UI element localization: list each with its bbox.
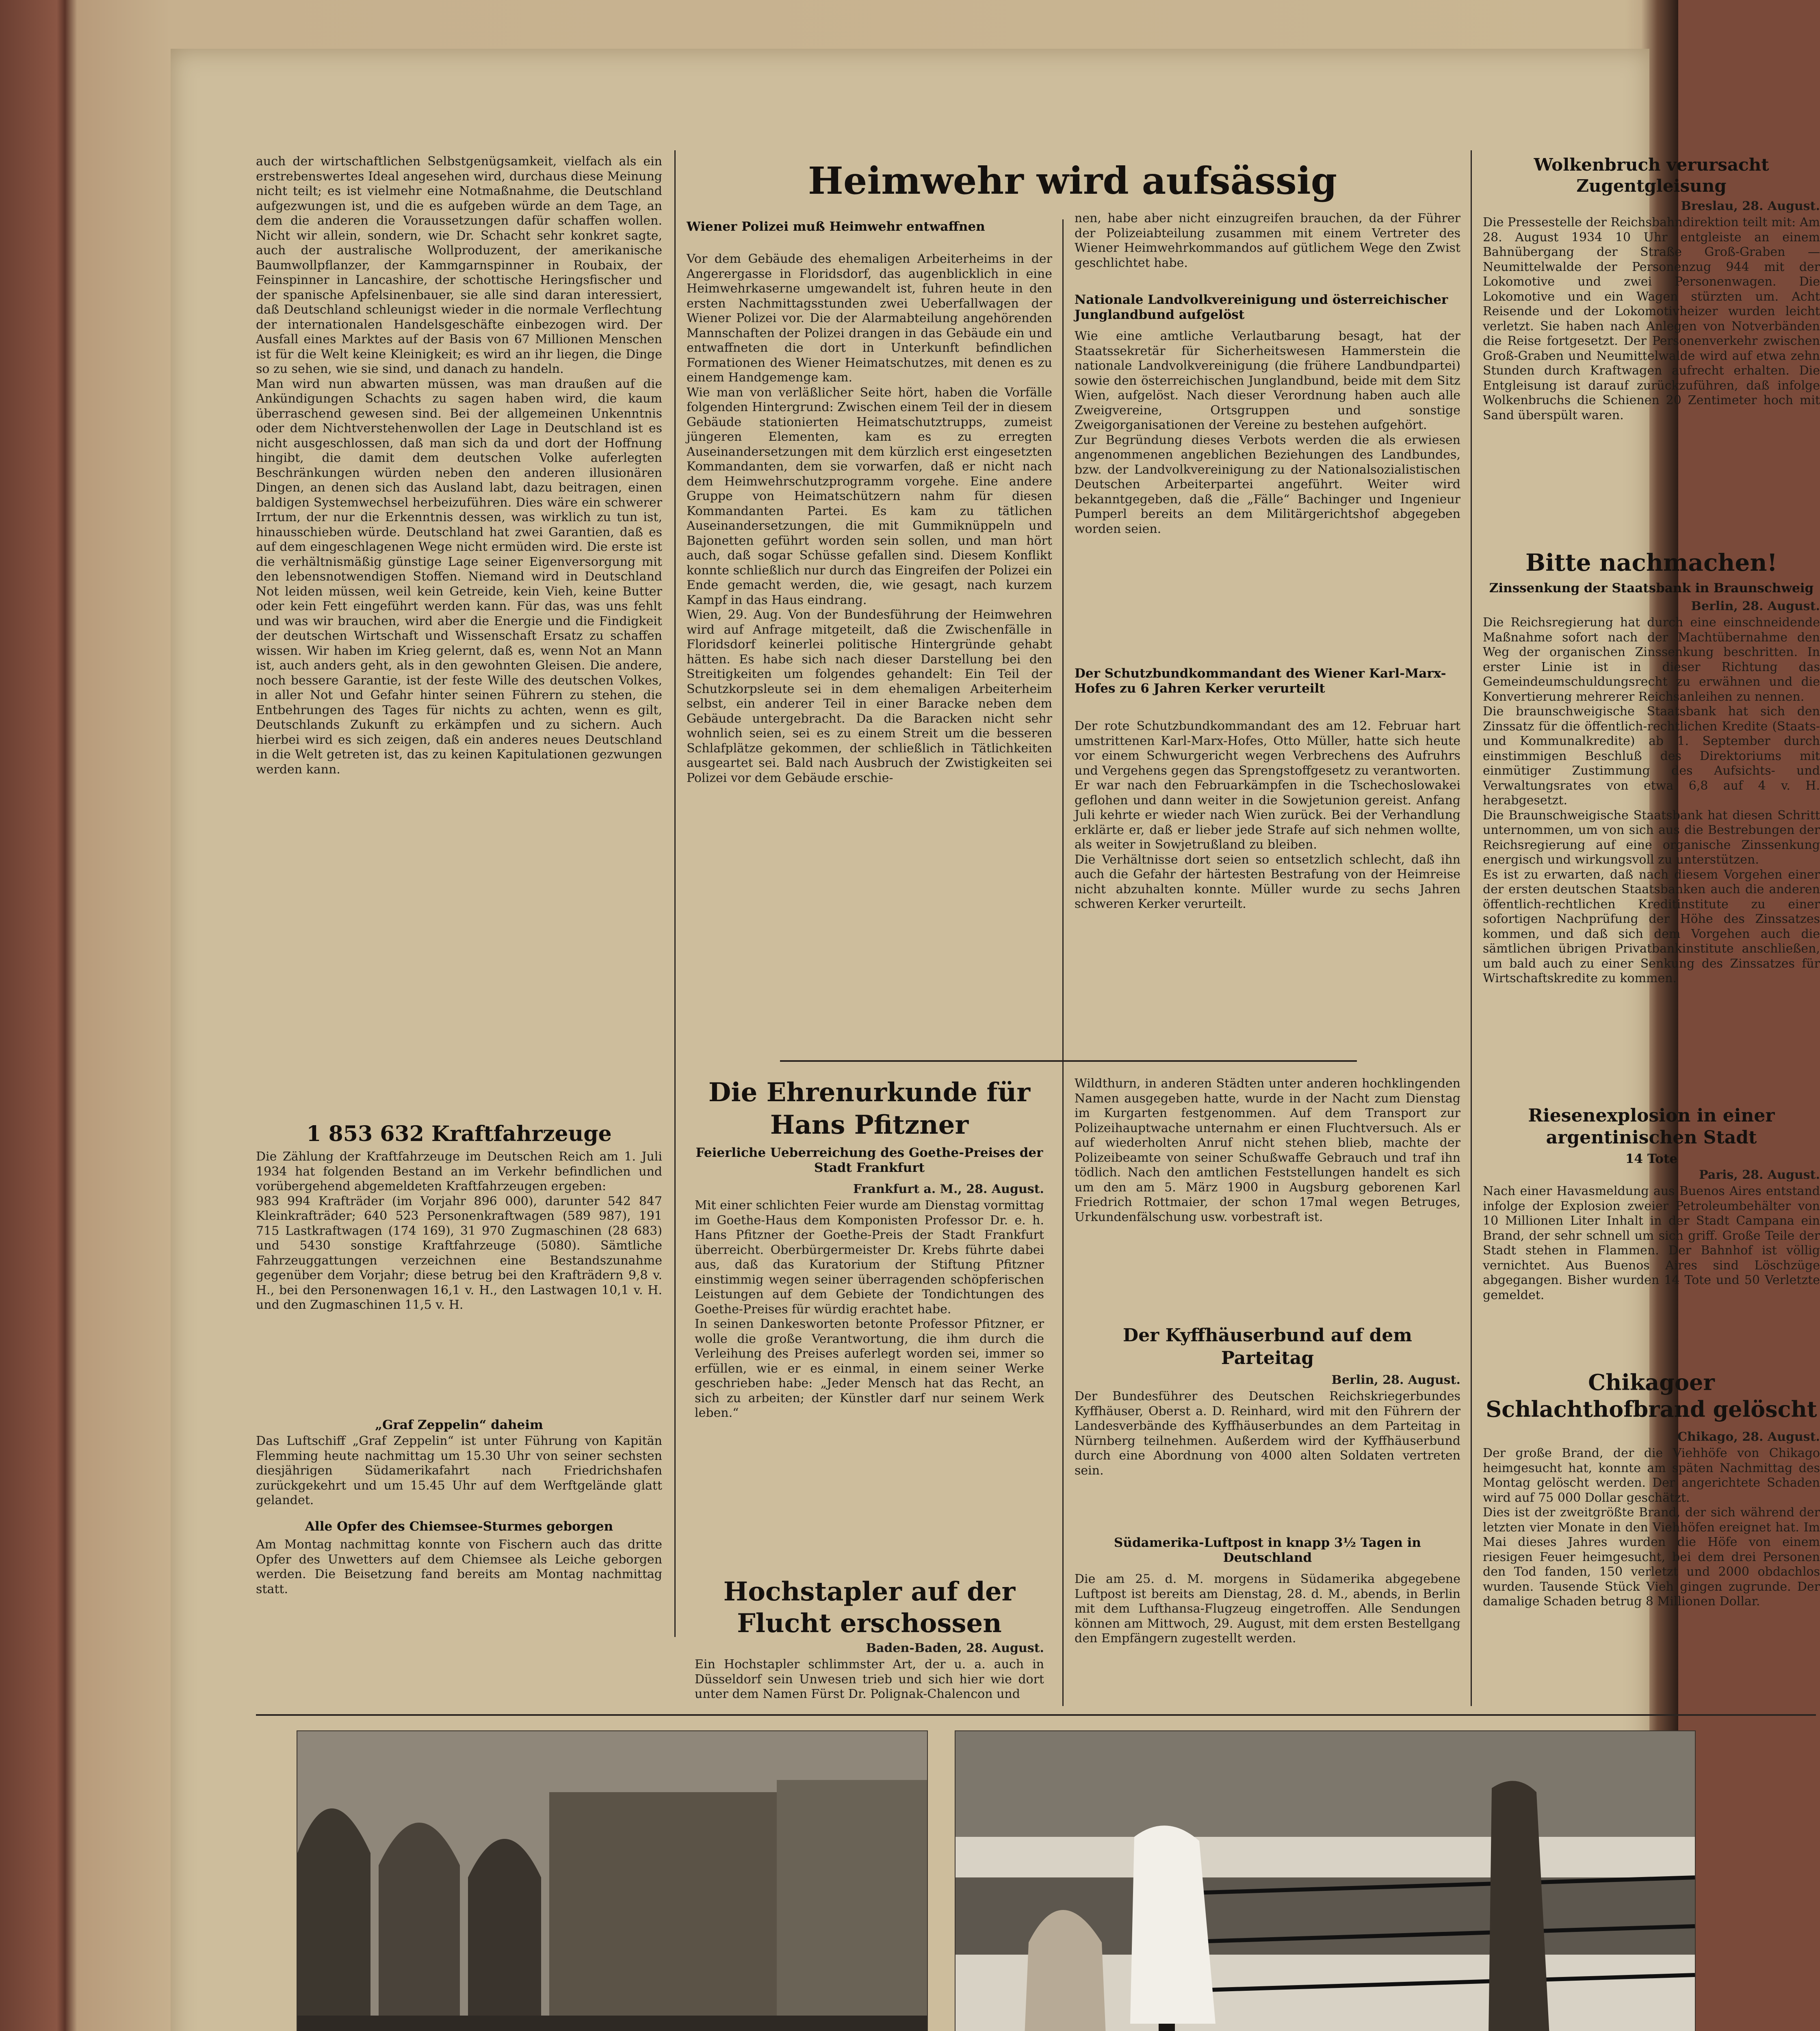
- headline-heimwehr: Heimwehr wird aufsässig: [808, 159, 1337, 203]
- section-rule: [256, 1714, 1816, 1716]
- ruin-arches-illustration: [297, 1731, 927, 2031]
- article-zinssenkung: Die Reichsregierung hat durch eine einschneidende Maßnahme sofort nach der Machtübernahme den Weg der organischen Zinssenkung beschritten. In erster Linie ist in dieser Richtung das Gemeindeumschuldungsrecht zu erwähnen und die Konvertierung mehrerer Reichsanleihen zu nennen. Die braunschweigische Staatsbank hat sich den Zinssatz für die öffentlich-rechtlichen Kredite (Staats- und Kommunalkredite) ab 1. September durch einstimmigen Beschluß des Direktoriums mit einmütiger Zustimmung des Aufsichts- und Verwaltungsrates von etwa 6,8 auf 4 v. H. herabgesetzt. Die Braunschweigische Staatsbank hat diesen Schritt unternommen, um von sich aus die Bestrebungen der Reichsregierung auf eine organische Zinssenkung energisch und wirkungsvoll zu unterstützen. Es ist zu erwarten, daß nach diesem Vorgehen einer der ersten deutschen Staatsbanken auch die anderen öffentlich-rechtlichen Kreditinstitute zu einer sofortigen Nachprüfung der Höhe des Zinssatzes kommen, und daß sich dem Vorgehen auch die sämtlichen übrigen Privatbankinstitute anschließen, um bald auch zu einer Senkung des Zinssatzes für Wirtschaftskredite zu kommen.: [1483, 615, 1820, 985]
- dateline-frankfurt: Frankfurt a. M., 28. August.: [853, 1182, 1044, 1196]
- headline-bitte-nachmachen: Bitte nachmachen!: [1525, 549, 1777, 576]
- headline-hochstapler: Hochstapler auf der Flucht erschossen: [723, 1576, 1016, 1639]
- headline-wolkenbruch: Wolkenbruch verursacht Zugentgleisung: [1534, 155, 1769, 196]
- headline-riesenexplosion: Riesenexplosion in einer argentinischen Stadt: [1528, 1105, 1775, 1148]
- column-rule: [1062, 219, 1064, 1072]
- headline-chiemsee: Alle Opfer des Chiemsee-Sturmes geborgen: [305, 1519, 613, 1534]
- column-rule: [1062, 1072, 1064, 1706]
- headline-chikago: Chikagoer Schlachthofbrand gelöscht: [1486, 1369, 1817, 1422]
- article-ehrenurkunde: Mit einer schlichten Feier wurde am Dienstag vormittag im Goethe-Haus dem Komponisten Professor Dr. e. h. Hans Pfitzner der Goethe-Preis der Stadt Frankfurt überreicht. Oberbürgermeister Dr. Krebs führte dabei aus, daß das Kuratorium der Stiftung Pfitzner einstimmig wegen seiner überragenden schöpferischen Leistungen auf dem Gebiete der Tondichtungen des Goethe-Preises für würdig erachtet habe. In seinen Dankesworten betonte Professor Pfitzner, er wolle die große Verantwortung, die ihm durch die Verleihung des Preises auferlegt worden sei, immer so erfüllen, wie er es einmal, in einem seiner Werke geschrieben habe: „Jeder Mensch hat das Recht, an sich zu arbeiten; der Künstler darf nur seinem Werk leben.“: [695, 1198, 1044, 1420]
- article-landvolk: Wie eine amtliche Verlautbarung besagt, hat der Staatssekretär für Sicherheitswesen Hammerstein die nationale Landvolkvereinigung (die frühere Landbundpartei) sowie den österreichischen Junglandbund, beide mit dem Sitz Wien, aufgelöst. Nach dieser Verordnung haben auch alle Zweigvereine, Ortsgruppen und sonstige Zweigorganisationen der Vereine zu bestehen aufgehört. Zur Begründung dieses Verbots werden die als erwiesen angenommenen angeblichen Beziehungen des Landbundes, bzw. der Landvolkvereinigung zu der Nationalsozialistischen Deutschen Arbeiterpartei angeführt. Weiter wird bekanntgegeben, daß die „Fälle“ Bachinger und Ingenieur Pumperl bereits an dem Militärgerichtshof abgegeben worden seien.: [1075, 329, 1460, 536]
- subheadline-zinssenkung: Zinssenkung der Staatsbank in Braunschweig: [1489, 581, 1814, 595]
- article-kyffhaeuserbund: Der Bundesführer des Deutschen Reichskriegerbundes Kyffhäuser, Oberst a. D. Reinhard, wird mit den Führern der Landesverbände des Kyffhäuserbundes an dem Parteitag in Nürnberg teilnehmen. Außerdem wird der Kyffhäuserbund durch eine Abordnung von 4000 alten Soldaten vertreten sein.: [1075, 1389, 1460, 1478]
- subheadline-landvolk: Nationale Landvolkvereinigung und österreichischer Junglandbund aufgelöst: [1075, 292, 1448, 322]
- article-wolkenbruch: Die Pressestelle der Reichsbahndirektion teilt mit: Am 28. August 1934 10 Uhr entgleiste an einem Bahnübergang der Straße Groß-Graben — Neumittelwalde der Personenzug 944 mit der Lokomotive und zwei Personenwagen. Die Lokomotive und ein Wagen stürzten um. Acht Reisende und der Lokomotivheizer wurden leicht verletzt. Sie haben nach Anlegen von Notverbänden die Reise fortgesetzt. Der Personenverkehr zwischen Groß-Graben und Neumittelwalde wird auf etwa zehn Stunden durch Kraftwagen aufrecht erhalten. Die Entgleisung ist darauf zurückzuführen, daß infolge Wolkenbruchs die Schienen 20 Zentimeter hoch mit Sand überspült waren.: [1483, 215, 1820, 422]
- boxing-ring-illustration: [956, 1731, 1695, 2031]
- subheadline-wiener-polizei: Wiener Polizei muß Heimwehr entwaffnen: [687, 219, 985, 234]
- headline-zeppelin: „Graf Zeppelin“ daheim: [375, 1418, 543, 1432]
- article-heimwehr-part2: nen, habe aber nicht einzugreifen brauchen, da der Führer der Polizeiabteilung zusammen mit einem Vertreter des Wiener Heimwehrkommandos auf gütlichem Wege den Zwist geschlichtet habe.: [1075, 211, 1460, 270]
- dateline-chikago: Chikago, 28. August.: [1677, 1430, 1820, 1444]
- article-zeppelin: Das Luftschiff „Graf Zeppelin“ ist unter Führung von Kapitän Flemming heute nachmittag um 15.30 Uhr von seiner sechsten diesjährigen Südamerikafahrt nach Friedrichshafen zurückgekehrt und um 15.45 Uhr auf dem Werftgelände glatt gelandet.: [256, 1434, 662, 1507]
- headline-kyffhaeuserbund: Der Kyffhäuserbund auf dem Parteitag: [1123, 1325, 1412, 1368]
- subheadline-goethe-preis: Feierliche Ueberreichung des Goethe-Preises der Stadt Frankfurt: [696, 1145, 1043, 1175]
- photo-kloster-chorin: [297, 1730, 928, 2031]
- dateline-berlin-kyff: Berlin, 28. August.: [1331, 1373, 1460, 1387]
- dateline-paris: Paris, 28. August.: [1699, 1168, 1820, 1182]
- article-chiemsee: Am Montag nachmittag konnte von Fischern auch das dritte Opfer des Unwetters auf dem Chiemsee als Leiche geborgen werden. Die Beisetzung fand bereits am Montag nachmittag statt.: [256, 1537, 662, 1596]
- article-hochstapler-continuation: Wildthurn, in anderen Städten unter anderen hochklingenden Namen ausgegeben hatte, wurde in der Nacht zum Dienstag im Kurgarten festgenommen. Auf dem Transport zur Polizeihauptwache unternahm er einen Fluchtversuch. Als er auf wiederholten Anruf nicht stehen blieb, machte der Polizeibeamte von seiner Schußwaffe Gebrauch und traf ihn tödlich. Nach den amtlichen Feststellungen handelt es sich um den am 5. März 1900 in Augsburg geborenen Karl Friedrich Rottmaier, der schon 17mal wegen Betruges, Urkundenfälschung usw. vorbestraft ist.: [1075, 1076, 1460, 1224]
- newspaper-page: [171, 49, 1820, 2031]
- column-rule: [1471, 150, 1472, 1706]
- article-kraftfahrzeuge: Die Zählung der Kraftfahrzeuge im Deutschen Reich am 1. Juli 1934 hat folgenden Bestand an im Verkehr befindlichen und vorübergehend abgemeldeten Kraftfahrzeugen ergeben: 983 994 Krafträder (im Vorjahr 896 000), darunter 542 847 Kleinkrafträder; 640 523 Personenkraftwagen (589 987), 191 715 Lastkraftwagen (174 169), 31 970 Zugmaschinen (28 683) und 5430 sonstige Kraftfahrzeuge (5080). Sämtliche Fahrzeuggattungen verzeichnen eine Bestandszunahme gegenüber dem Vorjahr; diese betrug bei den Krafträdern 9,8 v. H., bei den Personenwagen 16,1 v. H., den Lastwagen 10,1 v. H. und den Zugmaschinen 11,5 v. H.: [256, 1150, 662, 1312]
- article-schutzbund: Der rote Schutzbundkommandant des am 12. Februar hart umstrittenen Karl-Marx-Hofes, Otto Müller, hatte sich heute vor einem Schwurgericht wegen Verbrechens des Aufruhrs und Vergehens gegen das Sprengstoffgesetz zu verantworten. Er war nach den Februarkämpfen in die Tschechoslowakei geflohen und dann weiter in die Sowjetunion gereist. Anfang Juli kehrte er wieder nach Wien zurück. Bei der Verhandlung erklärte er, daß er lieber jede Strafe auf sich nehmen wollte, als weiter in Sowjetrußland zu bleiben. Die Verhältnisse dort seien so entsetzlich schlecht, daß ihn auch die Gefahr der härtesten Bestrafung von der Heimreise nicht abzuhalten konnte. Müller wurde zu sechs Jahren schweren Kerker verurteilt.: [1075, 719, 1460, 911]
- subheadline-14-tote: 14 Tote: [1625, 1152, 1678, 1166]
- article-heimwehr-part1: Vor dem Gebäude des ehemaligen Arbeiterheims in der Angerergasse in Floridsdorf, das augenblicklich in eine Heimwehrkaserne umgewandelt ist, fuhren heute in den ersten Nachmittagsstunden zwei Ueberfallwagen der Wiener Polizei vor. Die der Alarmabteilung angehörenden Mannschaften der Polizei drangen in das Gebäude ein und entwaffneten die dort in Unterkunft befindlichen Formationen des Wiener Heimatschutzes, mit denen es zu einem Handgemenge kam. Wie man von verläßlicher Seite hört, haben die Vorfälle folgenden Hintergrund: Zwischen einem Teil der in diesem Gebäude stationierten Heimatschutztrupps, zumeist jüngeren Elementen, kam es zu erregten Auseinandersetzungen mit dem kürzlich erst eingesetzten Kommandanten, dem sie vorwarfen, daß er nicht nach dem Heimwehrschutzprogramm vorgehe. Eine andere Gruppe von Heimatschützern nahm für diesen Kommandanten Partei. Es kam zu tätlichen Auseinandersetzungen, die mit Gummiknüppeln und Bajonetten geführt worden sein sollen, und man hört auch, daß sogar Schüsse gefallen sind. Diesem Konflikt konnte schließlich nur durch das Eingreifen der Polizei ein Ende gemacht werden, die, wie gesagt, nach kurzem Kampf in das Haus eindrang. Wien, 29. Aug. Von der Bundesführung der Heimwehren wird auf Anfrage mitgeteilt, daß die Zwischenfälle in Floridsdorf keinerlei politische Hintergründe gehabt hätten. Es habe sich nach dieser Darstellung bei den Streitigkeiten um folgendes gehandelt: Ein Teil der Schutzkorpsleute sei in dem ehemaligen Arbeiterheim selbst, ein anderer Teil in einer Baracke neben dem Gebäude untergebracht. Da die Baracken nicht sehr wohnlich seien, sei es zu einem Streit um die besseren Schlafplätze gekommen, der schließlich in Tätlichkeiten ausgeartet sei. Bald nach Ausbruch der Zwistigkeiten sei Polizei vor dem Gebäude erschie-: [687, 252, 1052, 785]
- column-rule: [674, 150, 676, 1637]
- section-rule: [780, 1060, 1357, 1062]
- headline-luftpost: Südamerika-Luftpost in knapp 3½ Tagen in Deutschland: [1114, 1535, 1421, 1565]
- dateline-baden-baden: Baden-Baden, 28. August.: [866, 1641, 1044, 1655]
- headline-kraftfahrzeuge: 1 853 632 Kraftfahrzeuge: [306, 1122, 612, 1146]
- dateline-berlin-zins: Berlin, 28. August.: [1691, 599, 1820, 613]
- article-luftpost: Die am 25. d. M. morgens in Südamerika abgegebene Luftpost ist bereits am Dienstag, 28. d. M., abends, in Berlin mit dem Lufthansa-Flugzeug eingetroffen. Alle Sendungen können am Mittwoch, 29. August, mit dem ersten Bestellgang den Empfängern zugestellt werden.: [1075, 1572, 1460, 1646]
- subheadline-schutzbund: Der Schutzbundkommandant des Wiener Karl-Marx-Hofes zu 6 Jahren Kerker verurteilt: [1075, 666, 1446, 696]
- photo-boxkampf: [955, 1730, 1696, 2031]
- article-chikago: Der große Brand, der die Viehhöfe von Chikago heimgesucht hat, konnte am späten Nachmittag des Montag gelöscht werden. Der angerichtete Schaden wird auf 75 000 Dollar geschätzt. Dies ist der zweitgrößte Brand, der sich während der letzten vier Monate in den Viehhöfen ereignet hat. Im Mai dieses Jahres wurden die Höfe von einem riesigen Feuer heimgesucht, bei dem drei Personen den Tod fanden, 150 verletzt und 2000 obdachlos wurden. Tausende Stück Vieh gingen zugrunde. Der damalige Schaden betrug 8 Millionen Dollar.: [1483, 1446, 1820, 1609]
- article-schacht-continuation: auch der wirtschaftlichen Selbstgenügsamkeit, vielfach als ein erstrebenswertes Ideal angesehen wird, durchaus diese Meinung nicht teilt; es ist vielmehr eine Notmaßnahme, die Deutschland aufgezwungen ist, und die es aufgeben würde an dem Tage, an dem die anderen die Voraussetzungen dafür schaffen wollen. Nicht wir allein, sondern, wie Dr. Schacht sehr konkret sagte, auch der australische Wollproduzent, der amerikanische Baumwollpflanzer, der Kammgarnspinner in Roubaix, der Feinspinner in Lancashire, der schottische Heringsfischer und der spanische Apfelsinenbauer, sie alle sind daran interessiert, daß Deutschland schleunigst wieder in die normale Verflechtung der internationalen Handelsgeschäfte einbezogen wird. Der Ausfall eines Marktes auf der Basis von 67 Millionen Menschen ist für die Welt keine Kleinigkeit; es wird an ihr liegen, die Dinge so zu sehen, wie sie sind, und danach zu handeln. Man wird nun abwarten müssen, was man draußen auf die Ankündigungen Schachts zu sagen haben wird, die kaum überraschend gewesen sind. Bei der allgemeinen Unkenntnis oder dem Nichtverstehenwollen der Lage in Deutschland ist es nicht ausgeschlossen, daß man sich da und dort der Hoffnung hingibt, die damit dem deutschen Volke auferlegten Beschränkungen würden neben den anderen illusionären Dingen, an denen sich das Ausland labt, dazu beitragen, einen baldigen Systemwechsel herbeizuführen. Dies wäre ein schwerer Irrtum, der nur die Erkenntnis dessen, was wirklich zu tun ist, hinausschieben würde. Deutschland hat zwei Garantien, daß es auf dem eingeschlagenen Wege nicht ermüden wird. Die erste ist die verhältnismäßig günstige Lage seiner Eigenversorgung mit den lebensnotwendigen Stoffen. Niemand wird in Deutschland Not leiden müssen, weil kein Getreide, kein Vieh, keine Butter oder kein Fett eingeführt werden kann. Für das, was uns fehlt und was wir brauchen, wird aber die Energie und die Findigkeit der deutschen Wirtschaft und Wissenschaft Ersatz zu schaffen wissen. Wir haben im Krieg gelernt, daß es, wenn Not an Mann ist, auch anders geht, als in den gewohnten Gleisen. Die andere, noch bessere Garantie, ist der feste Wille des deutschen Volkes, in aller Not und Gefahr hinter seinen Führern zu stehen, die Entbehrungen des Tages für nichts zu achten, wenn es gilt, Deutschlands Zukunft zu erkämpfen und zu sichern. Auch hierbei wird es sich zeigen, daß ein anderes neues Deutschland in die Welt getreten ist, das zu keinen Kapitulationen gezwungen werden kann.: [256, 154, 662, 777]
- article-riesenexplosion: Nach einer Havasmeldung aus Buenos Aires entstand infolge der Explosion zweier Petroleumbehälter von 10 Millionen Liter Inhalt in der Stadt Campana ein Brand, der sehr schnell um sich griff. Große Teile der Stadt stehen in Flammen. Der Bahnhof ist völlig vernichtet. Aus Buenos Aires sind Löschzüge abgegangen. Bisher wurden 14 Tote und 50 Verletzte gemeldet.: [1483, 1184, 1820, 1302]
- dateline-breslau: Breslau, 28. August.: [1681, 199, 1820, 213]
- article-hochstapler: Ein Hochstapler schlimmster Art, der u. a. auch in Düsseldorf sein Unwesen trieb und sich hier wie dort unter dem Namen Fürst Dr. Polignak-Chalencon und: [695, 1657, 1044, 1701]
- headline-ehrenurkunde: Die Ehrenurkunde für Hans Pfitzner: [708, 1077, 1031, 1140]
